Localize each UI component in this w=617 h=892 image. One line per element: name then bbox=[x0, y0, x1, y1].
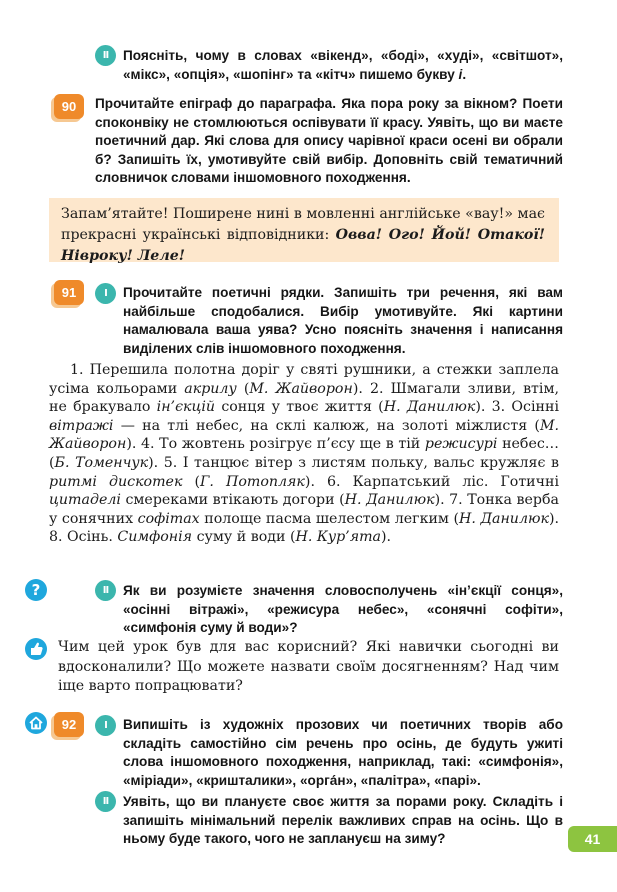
poem-text-segment: небес… ( bbox=[49, 436, 559, 471]
thumbs-up-icon bbox=[25, 638, 47, 660]
poem-italic-segment: ін’єкцій bbox=[156, 399, 216, 416]
reflection-text: Чим цей урок був для вас корисний? Які навички сьогодні ви вдосконалили? Що можете назвати своїм досягненням? Над чим іще варто попрацювати? bbox=[58, 639, 559, 694]
exercise-number-90: 90 bbox=[54, 94, 84, 119]
poem-italic-segment: Г. Потопляк bbox=[200, 473, 305, 490]
poem-italic-segment: режисурі bbox=[424, 436, 498, 453]
remember-text: Поширене нині в мовленні англійське «вау!» має прекрасні українські відповідники: bbox=[61, 206, 545, 243]
page-number: 41 bbox=[568, 826, 617, 852]
poem-italic-segment: Симфонія bbox=[117, 529, 193, 546]
poem-passage bbox=[49, 361, 559, 547]
poem-italic-segment: вітражі bbox=[49, 417, 114, 434]
poem-italic-segment: акрилу bbox=[184, 380, 237, 397]
remember-examples: Овва! Ого! Йой! Отакої! Нівроку! Леле! bbox=[61, 227, 545, 264]
remember-note bbox=[49, 198, 559, 262]
poem-text-segment: полоще пасма шелестом легким ( bbox=[199, 510, 460, 527]
poem-italic-segment: Б. Томенчук bbox=[54, 454, 149, 471]
poem-italic-segment: М. Жайворон bbox=[49, 417, 559, 453]
poem-text-segment: ). 7. Тонка верба у сонячних bbox=[49, 492, 559, 527]
poem-italic-segment: цитаделі bbox=[49, 492, 121, 509]
level-badge-ii-92: II bbox=[95, 791, 116, 812]
poem-text-segment: — на тлі небес, на склі калюж, на золоті міжлистя ( bbox=[113, 417, 540, 434]
exercise-number-91: 91 bbox=[54, 280, 84, 305]
exercise-92-task-2: Уявіть, що ви плануєте своє життя за порами року. Складіть і запишіть мінімальний перелік важливих справ на осінь. Що в ньому буде такого, чого не заплануєш на зиму? bbox=[123, 794, 563, 846]
poem-text-segment: ). 3. Осінні bbox=[475, 399, 559, 416]
poem-italic-segment: Н. Данилюк bbox=[344, 492, 435, 509]
level-badge-i: I bbox=[95, 283, 116, 304]
exercise-91-text: Прочитайте поетичні рядки. Запишіть три речення, які вам найбільше сподобалися. Вибір умотивуйте. Які картини намалювала ваша уява? Усно поясніть значення і написання виділених слів іншомовного походження. bbox=[123, 285, 563, 356]
level-badge-ii: II bbox=[95, 45, 116, 66]
poem-text-segment: сонця у твоє життя ( bbox=[215, 399, 384, 416]
home-task-icon bbox=[25, 712, 47, 734]
poem-italic-segment: Н. Данилюк bbox=[459, 510, 549, 527]
poem-text-segment: ). 5. І танцює вітер з листям польку, вальс кружляє в bbox=[148, 454, 560, 471]
task-text-ii: Поясніть, чому в словах «вікенд», «боді», «худі», «світшот», «мікс», «опція», «шопінг» та «кітч» пишемо букву і. bbox=[123, 48, 563, 82]
exercise-92-task-1: Випишіть із художніх прозових чи поетичних творів або складіть самостійно сім речень про осінь, де будуть ужиті слова іншомовного походження, наприклад, такі: «симфонія», «міріади», «кришталики», «орга́н», «палітра», «парі». bbox=[123, 717, 563, 788]
poem-italic-segment: ритмі дискотек bbox=[49, 473, 183, 490]
question-text: Як ви розумієте значення словосполучень «ін’єкції сонця», «осінні вітражі», «режисура небес», «сонячні софіти», «симфонія суму й води»? bbox=[123, 583, 563, 635]
poem-text-segment: ). 8. Осінь. bbox=[49, 510, 559, 546]
poem-text-segment: ( bbox=[236, 380, 250, 397]
poem-text-segment: ). 2. Шмагали зливи, втім, не бракувало bbox=[49, 380, 559, 416]
exercise-number-92: 92 bbox=[54, 712, 84, 737]
poem-text-segment: ). 4. То жовтень розігрує п’єсу ще в тій bbox=[126, 436, 425, 453]
poem-text-segment: ). 6. Карпатський ліс. Готичні bbox=[304, 473, 559, 490]
level-badge-i-92: I bbox=[95, 715, 116, 736]
poem-italic-segment: Н. Данилюк bbox=[383, 399, 476, 416]
poem-italic-segment: Н. Кур’ята bbox=[295, 529, 381, 546]
poem-italic-segment: М. Жайворон bbox=[249, 380, 353, 397]
poem-text-segment: ). bbox=[381, 529, 392, 546]
question-icon: ? bbox=[25, 579, 47, 601]
poem-text-segment: 1. Перешила полотна доріг у святі рушники, а стежки заплела усіма кольорами bbox=[49, 362, 559, 397]
poem-text-segment: ( bbox=[182, 473, 201, 490]
poem-text-segment: суму й води ( bbox=[192, 529, 296, 546]
remember-lead: Запам’ятайте! bbox=[61, 206, 169, 222]
poem-italic-segment: софітах bbox=[137, 510, 200, 527]
level-badge-ii-question: II bbox=[95, 580, 116, 601]
exercise-90-text: Прочитайте епіграф до параграфа. Яка пора року за вікном? Поети споконвіку не стомлюються оспівувати її красу. Уявіть, що ви маєте поетичний дар. Які слова для опису чарівної краси осені ви обрали б? Запишіть їх, умотивуйте свій вибір. Доповніть свій тематичний словничок словами іншомовного походження. bbox=[95, 96, 563, 185]
poem-text-segment: смереками втікають догори ( bbox=[120, 492, 345, 509]
